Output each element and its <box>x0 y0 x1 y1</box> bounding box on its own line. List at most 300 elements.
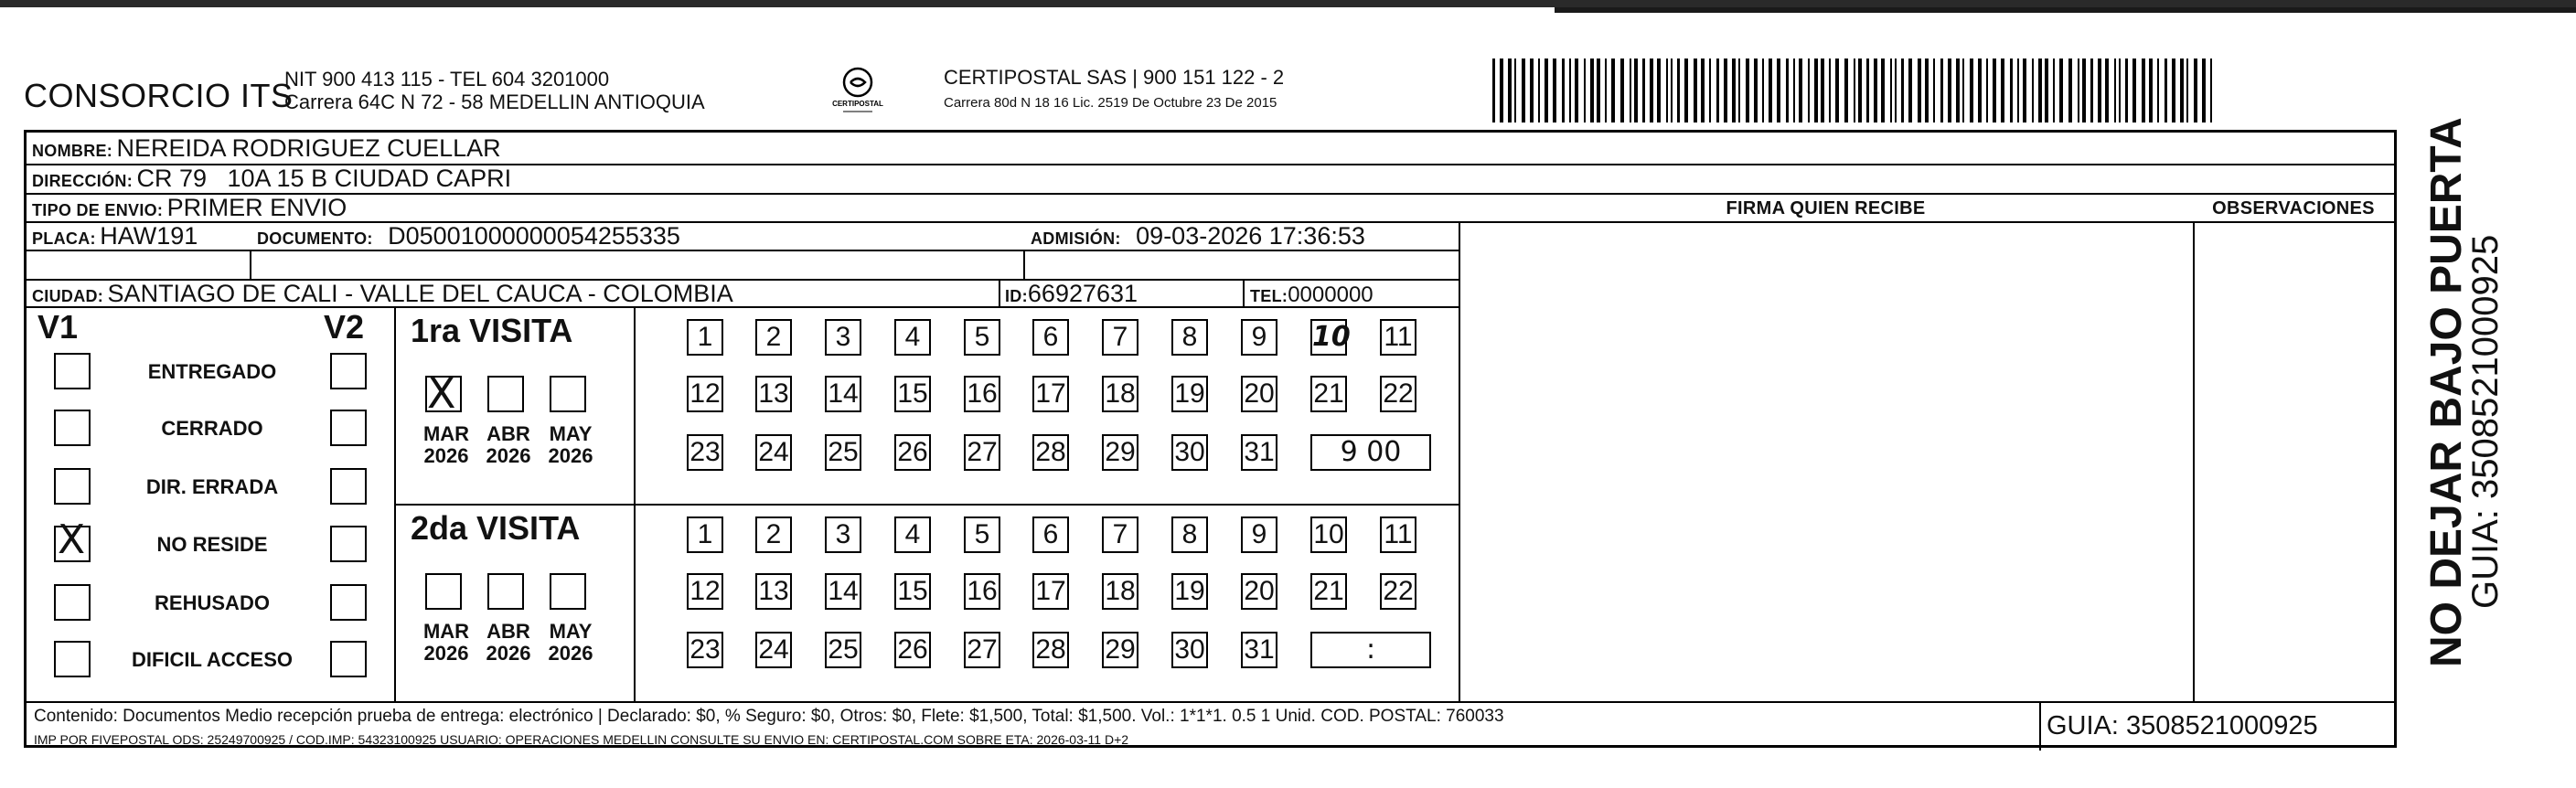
day-number: 10 <box>1313 519 1344 549</box>
documento-field <box>257 222 680 250</box>
day-box[interactable] <box>1171 319 1208 356</box>
barcode-bar <box>1657 59 1661 122</box>
documento-value: D05001000000054255335 <box>388 222 680 250</box>
day-number: 21 <box>1313 576 1344 606</box>
month-year: 2026 <box>548 642 593 665</box>
day-box[interactable] <box>1241 434 1277 471</box>
day-number: 6 <box>1042 322 1059 352</box>
tel-label: TEL: <box>1250 287 1288 305</box>
direccion-value: CR 79 10A 15 B CIUDAD CAPRI <box>136 165 512 192</box>
company-address-line: Carrera 64C N 72 - 58 MEDELLIN ANTIOQUIA <box>284 91 705 113</box>
documento-label: DOCUMENTO: <box>257 229 373 248</box>
day-number: 31 <box>1244 634 1275 665</box>
time-box[interactable] <box>1310 434 1431 471</box>
status-option-label: NO RESIDE <box>156 533 268 556</box>
barcode-bar <box>2172 59 2175 122</box>
nombre-value: NEREIDA RODRIGUEZ CUELLAR <box>116 134 501 162</box>
barcode-bar <box>1978 59 1982 122</box>
day-number: 7 <box>1112 519 1128 549</box>
day-number: 14 <box>828 378 859 409</box>
barcode <box>1492 59 2217 122</box>
barcode-bar <box>2010 59 2013 122</box>
barcode-bar <box>1901 59 1904 122</box>
day-number: 18 <box>1105 576 1136 606</box>
v1-checkbox[interactable] <box>54 410 91 446</box>
ciudad-label: CIUDAD: <box>32 287 104 305</box>
barcode-bar <box>1732 59 1736 122</box>
month-checkbox[interactable] <box>487 573 524 610</box>
barcode-bar <box>2194 59 2197 122</box>
barcode-bar <box>1508 59 1512 122</box>
day-box[interactable] <box>1380 319 1416 356</box>
firma-quien-recibe-label: FIRMA QUIEN RECIBE <box>1726 198 1926 218</box>
day-number: 22 <box>1383 378 1414 409</box>
barcode-bar <box>2202 59 2206 122</box>
day-number: 14 <box>828 576 859 606</box>
barcode-bar <box>1620 59 1624 122</box>
barcode-bar <box>1538 59 1540 122</box>
day-box[interactable] <box>1241 319 1277 356</box>
observaciones-label: OBSERVACIONES <box>2212 198 2375 218</box>
day-number: 8 <box>1181 322 1198 352</box>
day-number: 13 <box>758 378 789 409</box>
barcode-bar <box>2059 59 2063 122</box>
day-number: 17 <box>1035 576 1066 606</box>
visit-title: 1ra VISITA <box>411 312 573 349</box>
barcode-bar <box>1611 59 1615 122</box>
check-mark: X <box>427 368 456 418</box>
tel-field <box>1250 282 1374 308</box>
v2-checkbox[interactable] <box>330 526 367 562</box>
barcode-bar <box>2045 59 2048 122</box>
day-box[interactable] <box>687 434 723 471</box>
ciudad-value: SANTIAGO DE CALI - VALLE DEL CAUCA - COLOMBIA <box>107 280 733 307</box>
v2-checkbox[interactable] <box>330 584 367 621</box>
barcode-bar <box>1738 59 1740 122</box>
barcode-bar <box>2157 59 2159 122</box>
day-number: 7 <box>1112 322 1128 352</box>
day-number: 16 <box>967 576 998 606</box>
tel-value: 0000000 <box>1288 282 1374 307</box>
certipostal-logo-icon <box>830 64 885 119</box>
barcode-bar <box>2082 59 2086 122</box>
barcode-bar <box>1684 59 1688 122</box>
month-checkbox[interactable] <box>550 376 586 412</box>
month-checkbox[interactable] <box>425 368 462 418</box>
handwritten-day: 10 <box>1312 321 1351 353</box>
tipo-envio-field <box>32 194 347 222</box>
barcode-bar <box>2210 59 2212 122</box>
day-box[interactable] <box>1310 376 1347 412</box>
visit-title: 2da VISITA <box>411 509 581 547</box>
time-value: 9 00 <box>1340 436 1402 468</box>
barcode-bar <box>1575 59 1578 122</box>
barcode-bar <box>1854 59 1855 122</box>
day-box[interactable] <box>825 319 861 356</box>
barcode-bar <box>1724 59 1727 122</box>
side-guia-text: GUIA: 3508521000925 <box>2465 234 2506 609</box>
day-box[interactable] <box>1310 573 1347 610</box>
day-box[interactable] <box>825 632 861 668</box>
v1-checkbox[interactable] <box>54 641 91 677</box>
day-number: 25 <box>828 634 859 665</box>
day-box[interactable] <box>1032 573 1069 610</box>
day-box[interactable] <box>825 376 861 412</box>
barcode-bar <box>1666 59 1668 122</box>
barcode-bar <box>2105 59 2109 122</box>
day-number: 2 <box>765 322 782 352</box>
time-box[interactable] <box>1310 632 1431 668</box>
barcode-bar <box>2149 59 2153 122</box>
barcode-bar <box>1634 59 1638 122</box>
day-box[interactable] <box>755 376 792 412</box>
day-box[interactable] <box>755 434 792 471</box>
day-box[interactable] <box>894 516 931 553</box>
day-number: 4 <box>904 519 921 549</box>
admision-value: 09-03-2026 17:36:53 <box>1136 222 1365 250</box>
day-box[interactable] <box>1241 632 1277 668</box>
day-number: 30 <box>1174 437 1205 467</box>
barcode-bar <box>1793 59 1795 122</box>
barcode-bar <box>1716 59 1719 122</box>
barcode-bar <box>2032 59 2034 122</box>
day-number: 5 <box>974 519 990 549</box>
day-box[interactable] <box>894 376 931 412</box>
barcode-bar <box>1918 59 1921 122</box>
admision-field <box>1031 222 1365 250</box>
day-number: 1 <box>697 519 713 549</box>
day-number: 26 <box>897 634 928 665</box>
day-box[interactable] <box>687 632 723 668</box>
barcode-bar <box>1746 59 1749 122</box>
barcode-bar <box>1993 59 1996 122</box>
day-box[interactable] <box>1102 319 1138 356</box>
barcode-bar <box>1701 59 1705 122</box>
barcode-bar <box>1590 59 1594 122</box>
courier-info <box>944 66 1284 111</box>
v2-checkbox[interactable] <box>330 353 367 389</box>
day-number: 13 <box>758 576 789 606</box>
month-checkbox[interactable] <box>550 573 586 610</box>
barcode-bar <box>1808 59 1810 122</box>
day-box[interactable] <box>894 573 931 610</box>
month-year: 2026 <box>486 642 531 665</box>
day-number: 16 <box>967 378 998 409</box>
imp-text: IMP POR FIVEPOSTAL ODS: 25249700925 / COD.IMP: 54323100925 USUARIO: OPERACIONES MEDELLIN CONSULTE SU ENVIO EN: CERTIPOSTAL.COM SOBRE ETA: 2026-03-11 D+2 <box>34 732 1129 747</box>
barcode-bar <box>1492 59 1495 122</box>
day-box[interactable] <box>1241 516 1277 553</box>
day-box[interactable] <box>1171 516 1208 553</box>
v2-checkbox[interactable] <box>330 641 367 677</box>
courier-nit-line: CERTIPOSTAL SAS | 900 151 122 - 2 <box>944 66 1285 89</box>
v1-checkbox[interactable] <box>54 584 91 621</box>
v2-label: V2 <box>324 308 365 346</box>
day-box[interactable] <box>687 376 723 412</box>
barcode-bar <box>1933 59 1935 122</box>
day-box[interactable] <box>1102 573 1138 610</box>
direccion-field <box>32 165 511 193</box>
barcode-bar <box>1762 59 1764 122</box>
barcode-bar <box>2078 59 2079 122</box>
barcode-bar <box>1829 59 1831 122</box>
barcode-bar <box>1821 59 1824 122</box>
day-box[interactable] <box>964 632 1000 668</box>
barcode-bar <box>1514 59 1516 122</box>
day-box[interactable] <box>687 319 723 356</box>
day-number: 26 <box>897 437 928 467</box>
barcode-bar <box>1925 59 1929 122</box>
barcode-bar <box>2001 59 2004 122</box>
barcode-bar <box>1895 59 1897 122</box>
barcode-bar <box>2098 59 2101 122</box>
barcode-bar <box>1769 59 1772 122</box>
time-value: : <box>1365 634 1376 666</box>
day-box[interactable] <box>1032 319 1069 356</box>
barcode-bar <box>1881 59 1885 122</box>
day-number: 23 <box>689 437 721 467</box>
day-number: 3 <box>835 519 851 549</box>
day-number: 1 <box>697 322 713 352</box>
barcode-bar <box>1844 59 1848 122</box>
scan-edge-top-right <box>1555 7 2576 13</box>
day-box[interactable] <box>687 573 723 610</box>
day-box[interactable] <box>1032 434 1069 471</box>
barcode-bar <box>1786 59 1789 122</box>
day-box[interactable] <box>964 434 1000 471</box>
day-box[interactable] <box>1102 632 1138 668</box>
placa-field <box>32 222 198 250</box>
day-box[interactable] <box>1241 573 1277 610</box>
v2-checkbox[interactable] <box>330 410 367 446</box>
v2-checkbox[interactable] <box>330 468 367 505</box>
day-number: 6 <box>1042 519 1059 549</box>
day-box[interactable] <box>964 516 1000 553</box>
day-number: 21 <box>1313 378 1344 409</box>
barcode-bar <box>2186 59 2188 122</box>
barcode-bar <box>2017 59 2019 122</box>
tipo-envio-label: TIPO DE ENVIO: <box>32 201 164 219</box>
day-box[interactable] <box>1171 632 1208 668</box>
day-box[interactable] <box>1102 434 1138 471</box>
month-year: 2026 <box>548 444 593 467</box>
day-box[interactable] <box>1171 434 1208 471</box>
month-label <box>414 621 478 665</box>
day-number: 24 <box>758 437 789 467</box>
day-box[interactable] <box>894 319 931 356</box>
day-box[interactable] <box>825 573 861 610</box>
barcode-bar <box>1940 59 1943 122</box>
month-name: ABR <box>486 422 530 445</box>
barcode-bar <box>1597 59 1600 122</box>
day-number: 8 <box>1181 519 1198 549</box>
day-number: 19 <box>1174 576 1205 606</box>
barcode-bar <box>2125 59 2128 122</box>
day-number: 28 <box>1035 634 1066 665</box>
day-number: 27 <box>967 634 998 665</box>
barcode-bar <box>1858 59 1862 122</box>
day-number: 17 <box>1035 378 1066 409</box>
day-number: 2 <box>765 519 782 549</box>
day-box[interactable] <box>1171 376 1208 412</box>
certipostal-logo-text: CERTIPOSTAL <box>832 100 883 108</box>
delivery-form <box>24 130 2397 748</box>
barcode-bar <box>1694 59 1697 122</box>
barcode-bar <box>1650 59 1653 122</box>
barcode-bar <box>1908 59 1912 122</box>
barcode-bar <box>1962 59 1964 122</box>
day-box[interactable] <box>1380 516 1416 553</box>
admision-label: ADMISIÓN: <box>1031 229 1121 248</box>
day-number: 15 <box>897 576 928 606</box>
day-box[interactable] <box>1171 573 1208 610</box>
barcode-bar <box>1866 59 1869 122</box>
day-box[interactable] <box>964 376 1000 412</box>
barcode-bar <box>2090 59 2093 122</box>
barcode-bar <box>1777 59 1780 122</box>
day-box[interactable] <box>964 573 1000 610</box>
footer-guia: GUIA: 3508521000925 <box>2047 711 2318 740</box>
day-number: 12 <box>689 576 721 606</box>
day-number: 23 <box>689 634 721 665</box>
day-number: 29 <box>1105 634 1136 665</box>
day-box[interactable] <box>825 434 861 471</box>
day-number: 19 <box>1174 378 1205 409</box>
day-box[interactable] <box>894 632 931 668</box>
day-box[interactable] <box>1241 376 1277 412</box>
day-box[interactable] <box>1380 573 1416 610</box>
barcode-bar <box>2068 59 2072 122</box>
check-mark: X <box>58 516 86 563</box>
day-number: 30 <box>1174 634 1205 665</box>
day-number: 20 <box>1244 378 1275 409</box>
day-number: 15 <box>897 378 928 409</box>
day-box[interactable] <box>1102 516 1138 553</box>
barcode-bar <box>1530 59 1534 122</box>
month-name: MAR <box>422 620 470 643</box>
day-box[interactable] <box>1032 376 1069 412</box>
day-box[interactable] <box>755 573 792 610</box>
day-box[interactable] <box>1310 319 1351 356</box>
day-number: 9 <box>1251 322 1267 352</box>
ciudad-field <box>32 280 733 308</box>
barcode-bar <box>2119 59 2121 122</box>
placa-value: HAW191 <box>100 222 198 250</box>
day-box[interactable] <box>1310 516 1347 553</box>
day-number: 24 <box>758 634 789 665</box>
nombre-field <box>32 134 501 163</box>
barcode-bar <box>1562 59 1565 122</box>
tipo-envio-value: PRIMER ENVIO <box>166 194 347 221</box>
barcode-bar <box>1948 59 1951 122</box>
barcode-bar <box>2142 59 2145 122</box>
id-label: ID: <box>1005 287 1028 305</box>
day-number: 20 <box>1244 576 1275 606</box>
barcode-bar <box>2164 59 2167 122</box>
day-number: 25 <box>828 437 859 467</box>
barcode-bar <box>1642 59 1645 122</box>
barcode-bar <box>1956 59 1960 122</box>
status-option-label: DIR. ERRADA <box>145 475 279 498</box>
barcode-bar <box>1874 59 1877 122</box>
v1-checkbox[interactable] <box>54 353 91 389</box>
barcode-bar <box>2038 59 2042 122</box>
barcode-bar <box>1835 59 1839 122</box>
day-box[interactable] <box>894 434 931 471</box>
barcode-bar <box>2053 59 2055 122</box>
day-number: 9 <box>1251 519 1267 549</box>
barcode-bar <box>1605 59 1607 122</box>
month-checkbox[interactable] <box>425 573 462 610</box>
month-year: 2026 <box>486 444 531 467</box>
direccion-label: DIRECCIÓN: <box>32 172 133 190</box>
company-info <box>284 68 705 113</box>
barcode-bar <box>1584 59 1586 122</box>
barcode-bar <box>1709 59 1711 122</box>
status-option-label: CERRADO <box>161 417 263 440</box>
month-label <box>414 423 478 467</box>
day-box[interactable] <box>755 516 792 553</box>
barcode-bar <box>1553 59 1556 122</box>
day-number: 27 <box>967 437 998 467</box>
barcode-bar <box>1522 59 1525 122</box>
nombre-label: NOMBRE: <box>32 142 113 160</box>
day-box[interactable] <box>825 516 861 553</box>
barcode-bar <box>1569 59 1571 122</box>
scan-edge-top <box>0 0 2576 7</box>
day-box[interactable] <box>1032 516 1069 553</box>
day-box[interactable] <box>1032 632 1069 668</box>
month-label <box>476 621 540 665</box>
v1-checkbox[interactable] <box>54 468 91 505</box>
month-checkbox[interactable] <box>487 376 524 412</box>
barcode-bar <box>1754 59 1758 122</box>
day-box[interactable] <box>1380 376 1416 412</box>
day-number: 3 <box>835 322 851 352</box>
barcode-bar <box>1814 59 1818 122</box>
contenido-text: Contenido: Documentos Medio recepción prueba de entrega: electrónico | Declarado: $0, % Seguro: $0, Otros: $0, Flete: $1,500, Total: $1,500. Vol.: 1*1*1. 0.5 1 Unid. COD. POSTAL: 760033 <box>34 707 1504 726</box>
day-box[interactable] <box>755 319 792 356</box>
barcode-bar <box>2023 59 2026 122</box>
month-year: 2026 <box>423 444 469 467</box>
status-option-label: ENTREGADO <box>147 360 277 383</box>
barcode-bar <box>1799 59 1802 122</box>
day-box[interactable] <box>1102 376 1138 412</box>
month-name: MAR <box>422 422 470 445</box>
no-dejar-bajo-puerta-text: NO DEJAR BAJO PUERTA <box>2422 117 2471 667</box>
v1-label: V1 <box>37 308 79 346</box>
day-number: 4 <box>904 322 921 352</box>
day-box[interactable] <box>687 516 723 553</box>
status-option-label: DIFICIL ACCESO <box>131 648 293 671</box>
status-option-label: REHUSADO <box>155 591 270 614</box>
v1-checkbox[interactable] <box>54 516 91 563</box>
day-number: 22 <box>1383 576 1414 606</box>
day-number: 11 <box>1384 519 1413 549</box>
id-field <box>1005 280 1138 308</box>
month-label <box>476 423 540 467</box>
day-box[interactable] <box>755 632 792 668</box>
placa-label: PLACA: <box>32 229 96 248</box>
barcode-bar <box>2132 59 2136 122</box>
barcode-bar <box>1677 59 1680 122</box>
courier-license-line: Carrera 80d N 18 16 Lic. 2519 De Octubre 23 De 2015 <box>944 95 1277 111</box>
barcode-bar <box>1970 59 1973 122</box>
barcode-bar <box>1545 59 1548 122</box>
barcode-bar <box>2180 59 2184 122</box>
day-box[interactable] <box>964 319 1000 356</box>
day-number: 31 <box>1244 437 1275 467</box>
month-label <box>539 621 603 665</box>
